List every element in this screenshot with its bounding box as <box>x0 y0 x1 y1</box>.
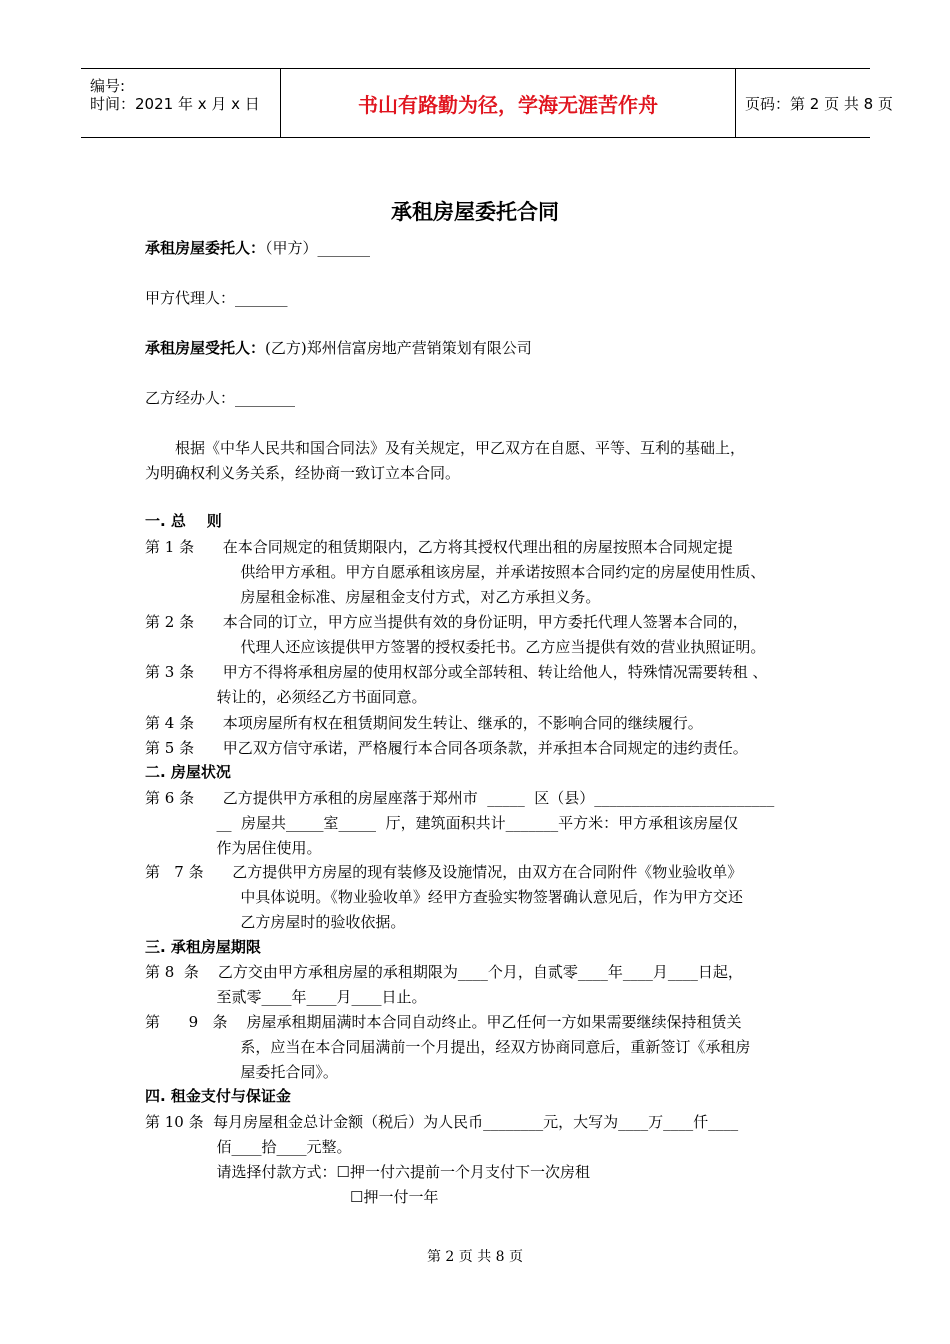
header-motto: 书山有路勤为径，学海无涯苦作舟 <box>281 69 736 137</box>
header-table <box>81 68 893 138</box>
clause-line: 第 5 条 甲乙双方信守承诺，严格履行本合同各项条款，并承担本合同规定的违约责任。 <box>145 739 748 757</box>
clause-line: 供给甲方承租。甲方自愿承租该房屋，并承诺按照本合同约定的房屋使用性质、 <box>145 563 766 581</box>
party-handler-b: 乙方经办人：________ <box>145 389 296 407</box>
clause-line: 佰____拾____元整。 <box>145 1138 352 1156</box>
clause-line: 第 4 条 本项房屋所有权在租赁期间发生转让、继承的，不影响合同的继续履行。 <box>145 714 703 732</box>
party-client <box>145 237 370 258</box>
clause-line: 代理人还应该提供甲方签署的授权委托书。乙方应当提供有效的营业执照证明。 <box>145 638 766 656</box>
clause-line: 第 6 条 乙方提供甲方承租的房屋座落于郑州市 _____ 区（县）________________________ <box>145 789 775 807</box>
document-title: 承租房屋委托合同 <box>391 200 559 224</box>
clause-line: 第 9 条 房屋承租期届满时本合同自动终止。甲乙任何一方如果需要继续保持租赁关 <box>145 1013 742 1031</box>
document-number-label: 编号: <box>90 77 126 95</box>
clause-line: 房屋租金标准、房屋租金支付方式，对乙方承担义务。 <box>145 588 601 606</box>
header-left-cell <box>81 69 281 137</box>
clause-line: 第 10 条 每月房屋租金总计金额（税后）为人民币________元，大写为____万____仟____ <box>145 1113 739 1131</box>
clause-line: 中具体说明。《物业验收单》经甲方查验实物签署确认意见后，作为甲方交还 <box>145 888 743 906</box>
party-trustee-label: 承租房屋受托人： <box>145 339 266 357</box>
clause-line: 第 3 条 甲方不得将承租房屋的使用权部分或全部转租、转让给他人，特殊情况需要转租 、 <box>145 663 768 681</box>
section-heading: 二. 房屋状况 <box>145 763 231 781</box>
clause-line: 屋委托合同》。 <box>145 1063 338 1081</box>
clause-line: 作为居住使用。 <box>145 839 322 857</box>
clause-line: 至贰零____年____月____日止。 <box>145 988 427 1006</box>
party-client-value: （甲方）_______ <box>265 239 371 257</box>
clause-line: 转让的，必须经乙方书面同意。 <box>145 688 427 706</box>
clause-line: __ 房屋共_____室_____ 厅，建筑面积共计_______平方米：甲方承租该房屋仅 <box>145 814 739 832</box>
intro-line-1: 根据《中华人民共和国合同法》及有关规定，甲乙双方在自愿、平等、互利的基础上， <box>175 439 746 457</box>
clause-line: 第 8 条 乙方交由甲方承租房屋的承租期限为____个月，自贰零____年____月____日起， <box>145 963 743 981</box>
clause-line: 第 2 条 本合同的订立，甲方应当提供有效的身份证明，甲方委托代理人签署本合同的， <box>145 613 748 631</box>
clause-line: 系，应当在本合同届满前一个月提出，经双方协商同意后，重新签订《承租房 <box>145 1038 751 1056</box>
clause-line: 乙方房屋时的验收依据。 <box>145 913 406 931</box>
section-heading: 一. 总 则 <box>145 512 222 530</box>
section-heading: 四. 租金支付与保证金 <box>145 1087 291 1105</box>
header-page-number: 页码：第 2 页 共 8 页 <box>745 94 893 113</box>
clause-line: 请选择付款方式：☐押一付六提前一个月支付下一次房租 <box>145 1163 590 1181</box>
page-footer: 第 2 页 共 8 页 <box>426 1249 524 1265</box>
section-heading: 三. 承租房屋期限 <box>145 938 261 956</box>
intro-line-2: 为明确权利义务关系，经协商一致订立本合同。 <box>145 464 461 482</box>
party-client-label: 承租房屋委托人： <box>145 239 266 257</box>
clause-line: ☐押一付一年 <box>145 1188 439 1206</box>
clause-line: 第 1 条 在本合同规定的租赁期限内，乙方将其授权代理出租的房屋按照本合同规定提 <box>145 538 733 556</box>
clause-line: 第 7 条 乙方提供甲方房屋的现有装修及设施情况，由双方在合同附件《物业验收单》 <box>145 863 743 881</box>
party-trustee-value: (乙方)郑州信富房地产营销策划有限公司 <box>265 339 532 357</box>
party-trustee <box>145 337 532 358</box>
party-agent-a: 甲方代理人：_______ <box>145 289 288 307</box>
document-time-label: 时间：2021 年 x 月 x 日 <box>90 95 260 113</box>
